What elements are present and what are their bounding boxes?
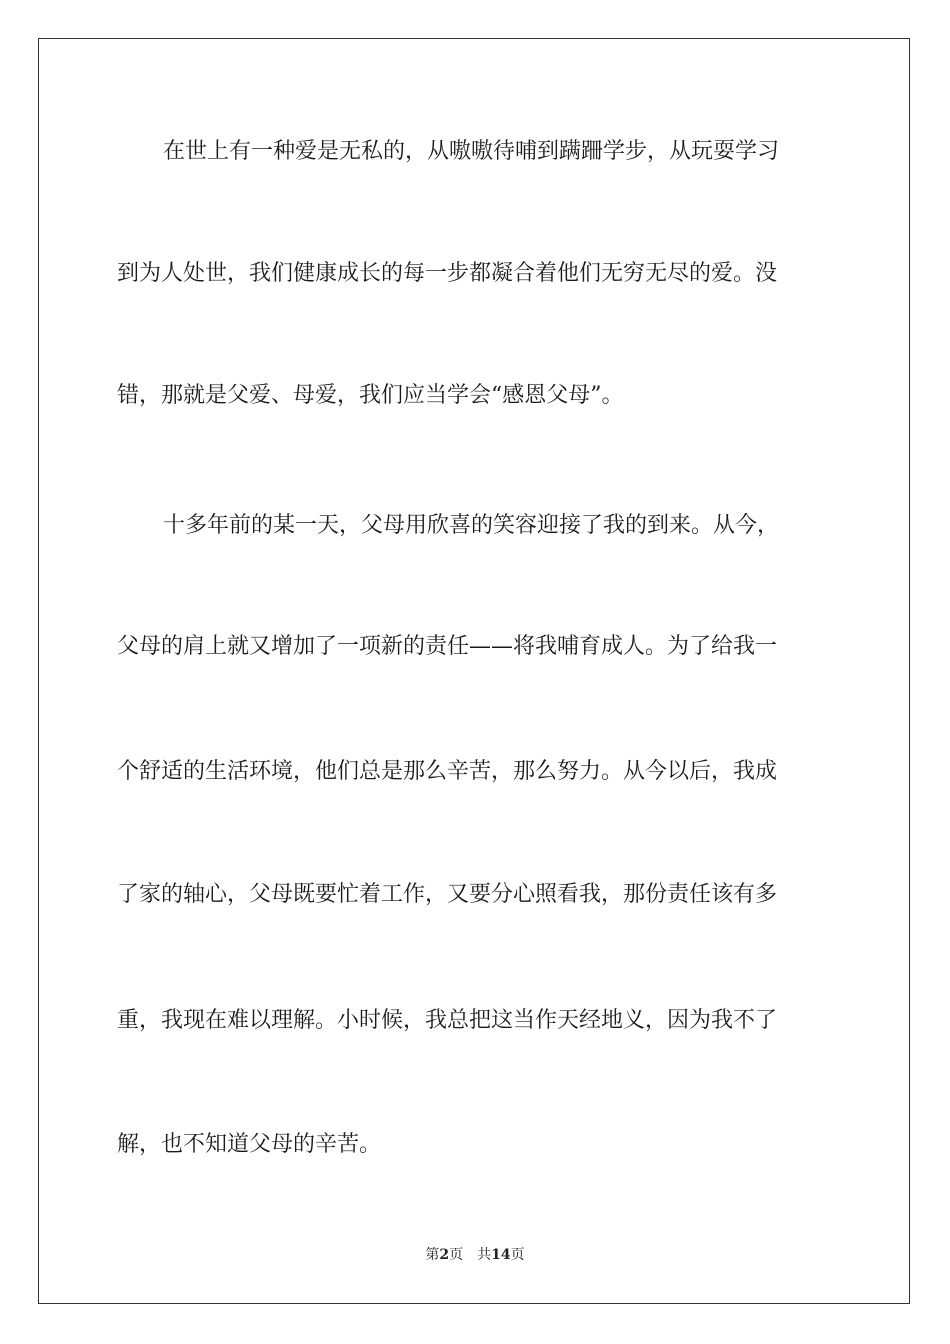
paragraph-1-line-3: 错，那就是父爱、母爱，我们应当学会“感恩父母”。 — [117, 383, 624, 408]
paragraph-2-line-5: 重，我现在难以理解。小时候，我总把这当作天经地义，因为我不了 — [117, 1008, 778, 1033]
total-suffix: 页 — [510, 1247, 525, 1263]
total-prefix: 共 — [477, 1247, 492, 1263]
paragraph-2-line-4: 了家的轴心，父母既要忙着工作，又要分心照看我，那份责任该有多 — [117, 882, 778, 907]
total-pages-indicator — [477, 1245, 524, 1265]
page-number: 2 — [439, 1247, 450, 1263]
page-footer — [0, 1245, 950, 1265]
paragraph-2-line-2: 父母的肩上就又增加了一项新的责任——将我哺育成人。为了给我一 — [117, 634, 778, 659]
page-prefix: 第 — [425, 1247, 440, 1263]
paragraph-1-line-1: 在世上有一种爱是无私的，从嗷嗷待哺到蹒跚学步，从玩耍学习 — [163, 139, 780, 164]
paragraph-2-line-1: 十多年前的某一天，父母用欣喜的笑容迎接了我的到来。从今， — [163, 513, 780, 538]
page-border — [38, 38, 910, 1304]
total-pages: 14 — [491, 1247, 511, 1263]
page-indicator — [425, 1245, 463, 1265]
page-suffix: 页 — [449, 1247, 464, 1263]
paragraph-2-line-3: 个舒适的生活环境，他们总是那么辛苦，那么努力。从今以后，我成 — [117, 759, 778, 784]
paragraph-2-line-6: 解，也不知道父母的辛苦。 — [117, 1132, 382, 1157]
paragraph-1-line-2: 到为人处世，我们健康成长的每一步都凝合着他们无穷无尽的爱。没 — [117, 261, 778, 286]
